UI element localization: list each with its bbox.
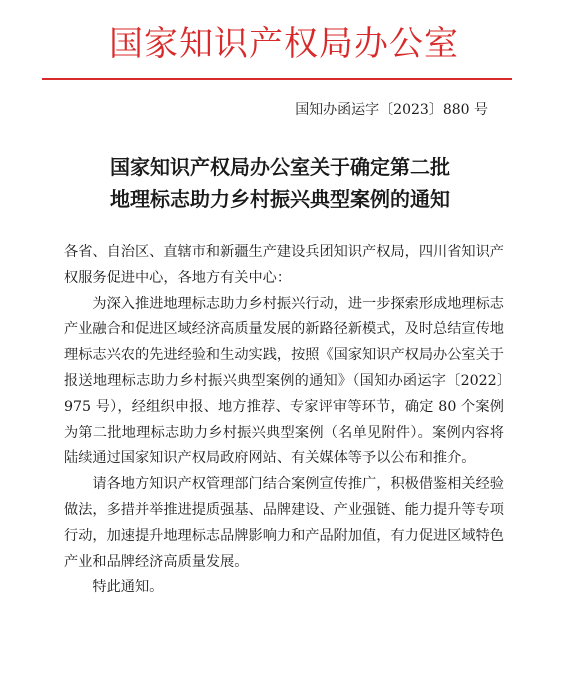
addressee-paragraph: 各省、自治区、直辖市和新疆生产建设兵团知识产权局，四川省知识产权服务促进中心，各地方有关中心： bbox=[64, 244, 504, 286]
body-paragraph-2: 请各地方知识产权管理部门结合案例宣传推广，积极借鉴相关经验做法，多措并举推进提质强基、品牌建设、产业强链、能力提升等专项行动，加速提升地理标志品牌影响力和产品附加值，有力促进区域特色产业和品牌经济高质量发展。 bbox=[64, 476, 504, 570]
document-title-line-2: 地理标志助力乡村振兴典型案例的通知 bbox=[110, 187, 450, 211]
office-header-title: 国家知识产权局办公室 bbox=[109, 24, 459, 64]
document-title bbox=[60, 151, 500, 215]
closing-paragraph: 特此通知。 bbox=[92, 579, 164, 596]
body-paragraph-1: 为深入推进地理标志助力乡村振兴行动，进一步探索形成地理标志产业融合和促进区域经济高质量发展的新路径新模式，及时总结宣传地理标志兴农的先进经验和生动实践，按照《国家知识产权局办公室关于报送地理标志助力乡村振兴典型案例的通知》（国知办函运字〔2022〕975 号），经组织申报、地方推荐、专家评审等环节，确定 80 个案例为第二批地理标志助力乡村振兴典型案例（名单见附件）。案例内容将陆续通过国家知识产权局政府网站、有关媒体等予以公布和推介。 bbox=[64, 295, 504, 467]
header-red-rule bbox=[42, 78, 512, 80]
document-body bbox=[64, 240, 504, 601]
document-number: 国知办函运字〔2023〕880 号 bbox=[295, 102, 488, 118]
document-title-line-1: 国家知识产权局办公室关于确定第二批 bbox=[110, 155, 450, 179]
